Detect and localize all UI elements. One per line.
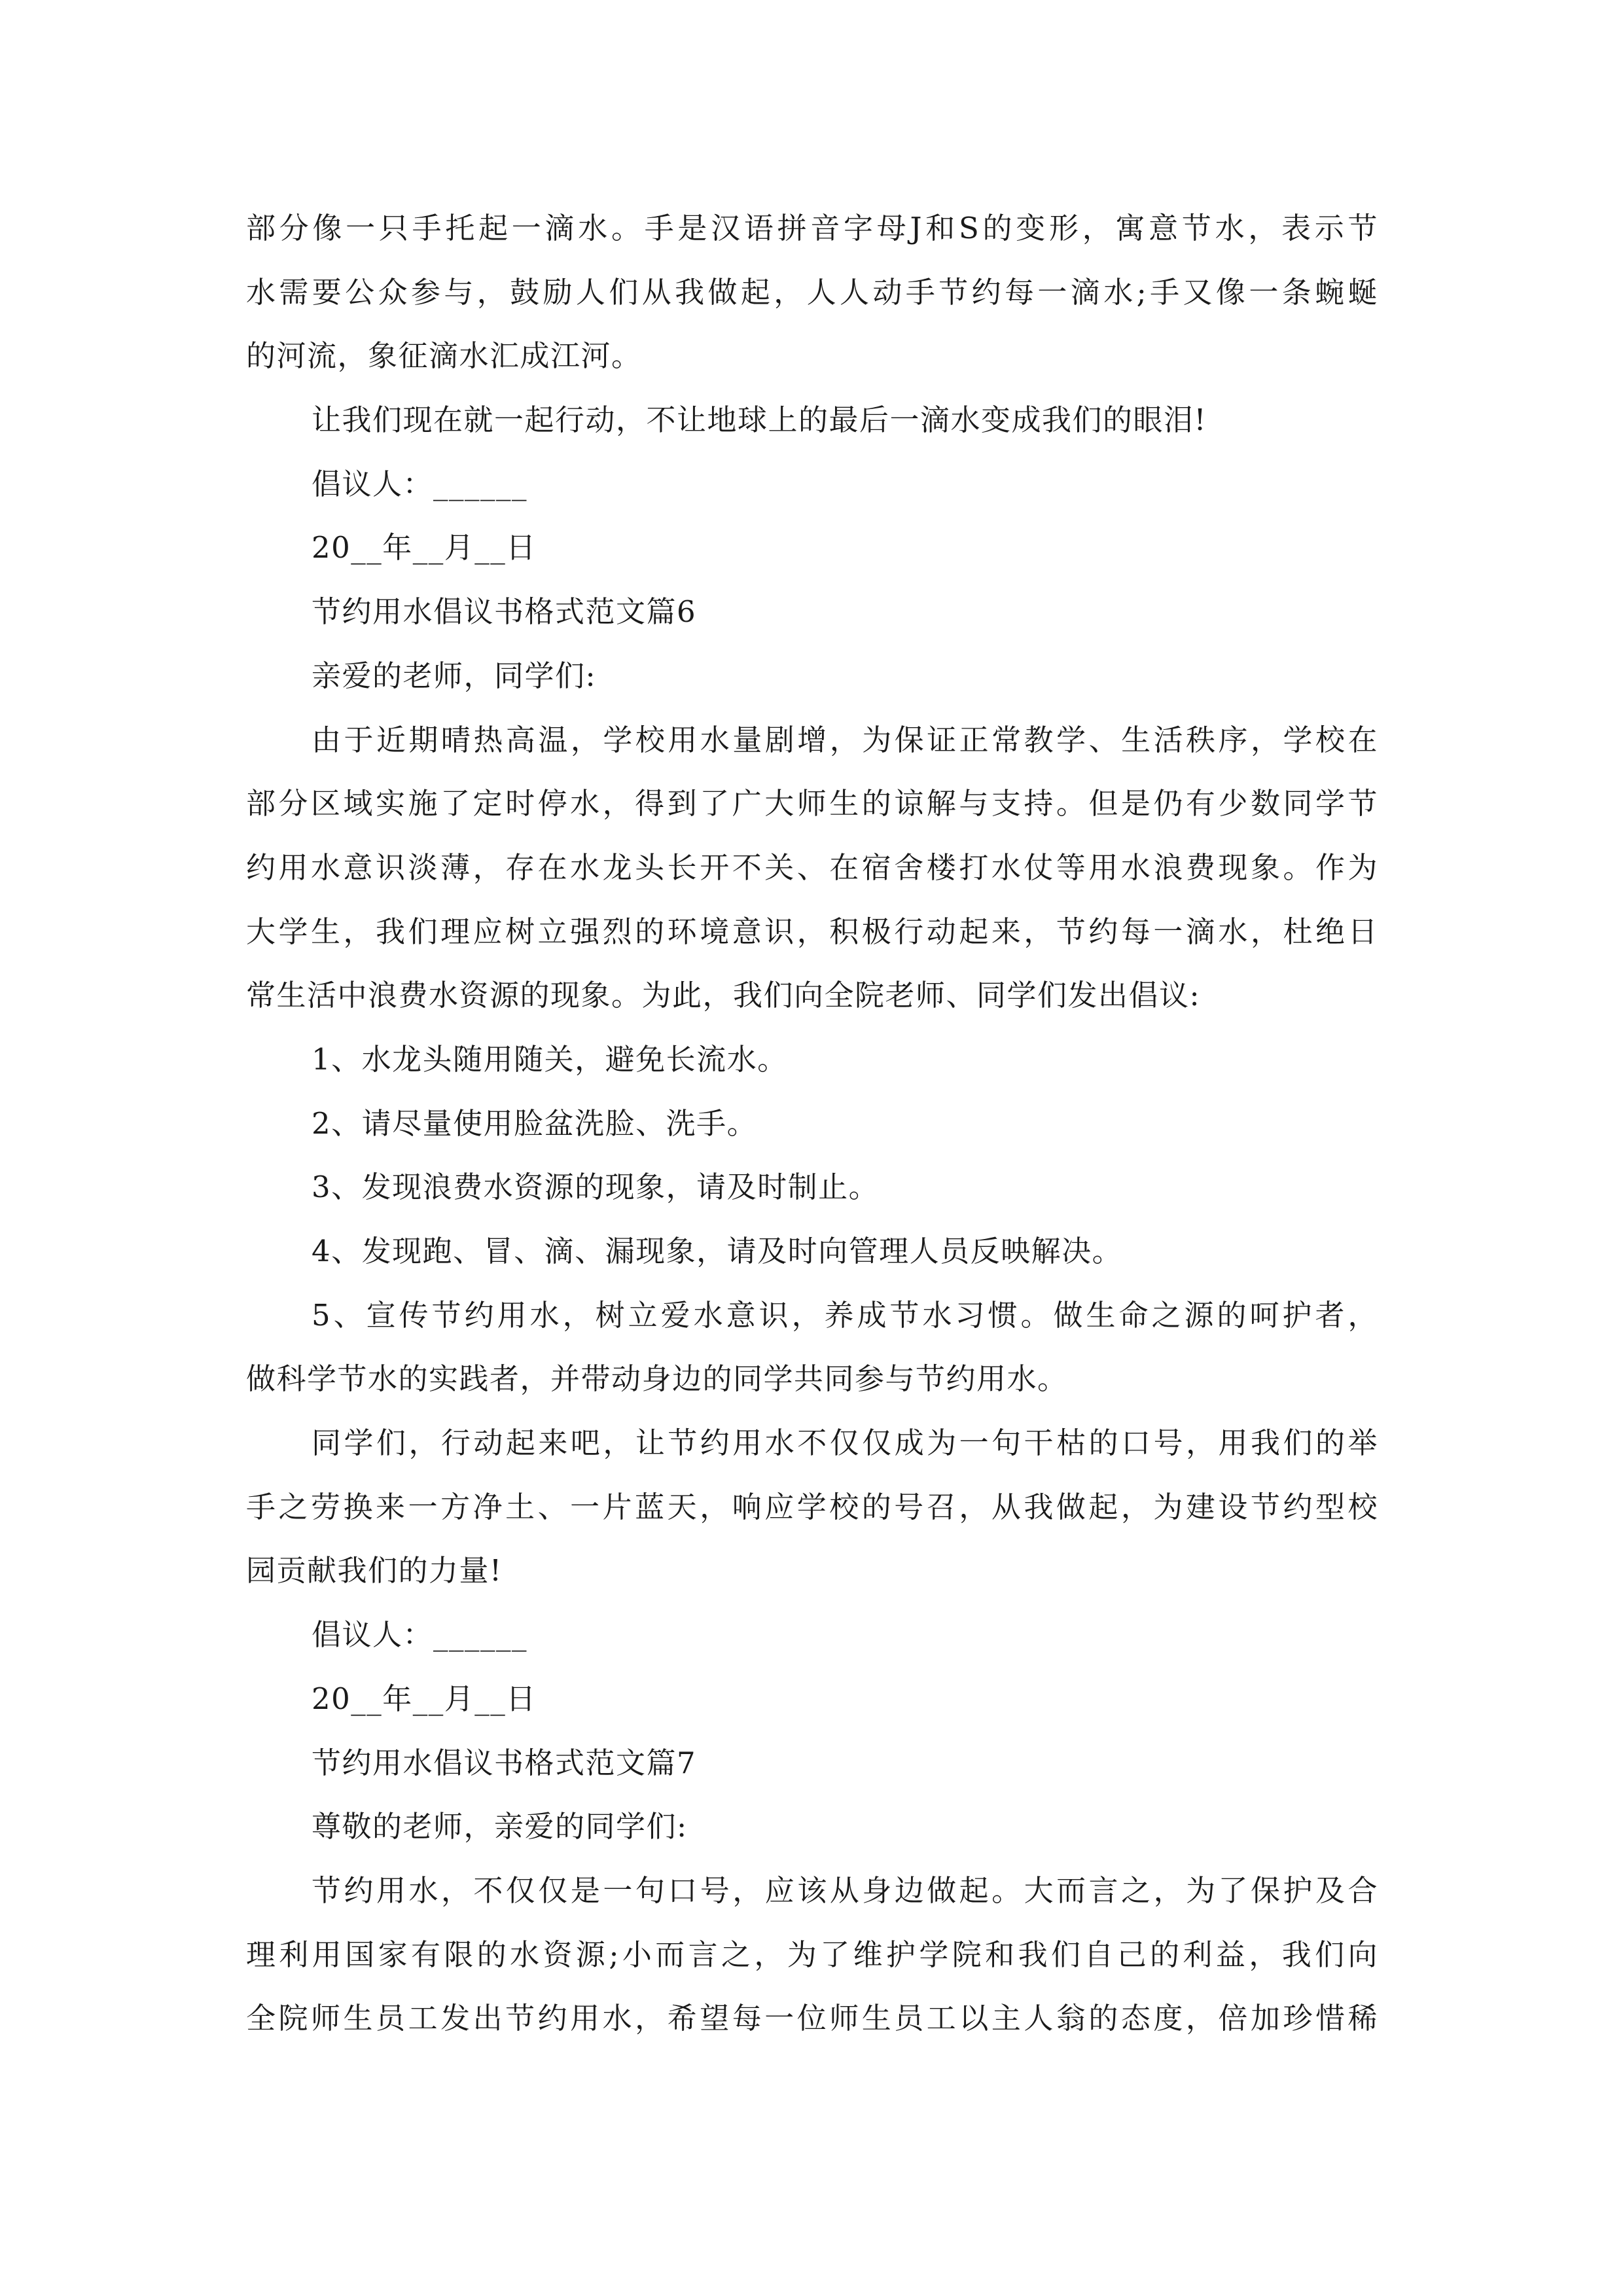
text-line: 约用水意识淡薄，存在水龙头长开不关、在宿舍楼打水仗等用水浪费现象。作为 xyxy=(246,850,1378,885)
text-line: 同学们，行动起来吧，让节约用水不仅仅成为一句干枯的口号，用我们的举 xyxy=(312,1426,1378,1461)
text-line: 全院师生员工发出节约用水，希望每一位师生员工以主人翁的态度，倍加珍惜稀 xyxy=(246,2001,1378,2036)
text-line: 由于近期晴热高温，学校用水量剧增，为保证正常教学、生活秩序，学校在 xyxy=(312,722,1378,757)
text-line: 让我们现在就一起行动，不让地球上的最后一滴水变成我们的眼泪! xyxy=(312,403,1207,438)
text-line: 园贡献我们的力量! xyxy=(246,1553,503,1588)
text-line: 3、发现浪费水资源的现象，请及时制止。 xyxy=(312,1170,880,1205)
document-page xyxy=(246,196,1378,2051)
text-line: 倡议人：______ xyxy=(312,1617,528,1653)
text-line: 倡议人：______ xyxy=(312,466,528,501)
text-line: 亲爱的老师，同学们: xyxy=(312,658,597,693)
text-line: 尊敬的老师，亲爱的同学们: xyxy=(312,1809,688,1844)
text-line: 部分区域实施了定时停水，得到了广大师生的谅解与支持。但是仍有少数同学节 xyxy=(246,786,1378,821)
text-line: 节约用水，不仅仅是一句口号，应该从身边做起。大而言之，为了保护及合 xyxy=(312,1873,1378,1908)
text-line: 做科学节水的实践者，并带动身边的同学共同参与节约用水。 xyxy=(246,1361,1068,1397)
text-line: 节约用水倡议书格式范文篇6 xyxy=(312,594,697,630)
text-line: 4、发现跑、冒、滴、漏现象，请及时向管理人员反映解决。 xyxy=(312,1234,1123,1268)
text-line: 2、请尽量使用脸盆洗脸、洗手。 xyxy=(312,1105,758,1141)
text-line: 节约用水倡议书格式范文篇7 xyxy=(312,1745,697,1780)
text-line: 大学生，我们理应树立强烈的环境意识，积极行动起来，节约每一滴水，杜绝日 xyxy=(246,914,1378,949)
text-line: 常生活中浪费水资源的现象。为此，我们向全院老师、同学们发出倡议: xyxy=(246,978,1201,1013)
text-line: 水需要公众参与，鼓励人们从我做起，人人动手节约每一滴水;手又像一条蜿蜒 xyxy=(246,274,1378,310)
text-line: 5、宣传节约用水，树立爱水意识，养成节水习惯。做生命之源的呵护者， xyxy=(312,1297,1378,1333)
text-line: 理利用国家有限的水资源;小而言之，为了维护学院和我们自己的利益，我们向 xyxy=(246,1937,1378,1972)
text-line: 部分像一只手托起一滴水。手是汉语拼音字母J和S的变形，寓意节水，表示节 xyxy=(246,211,1378,245)
text-line: 20__年__月__日 xyxy=(312,530,537,565)
text-line: 1、水龙头随用随关，避免长流水。 xyxy=(312,1041,788,1077)
text-line: 手之劳换来一方净土、一片蓝天，响应学校的号召，从我做起，为建设节约型校 xyxy=(246,1489,1378,1524)
text-line: 的河流，象征滴水汇成江河。 xyxy=(246,338,642,374)
text-line: 20__年__月__日 xyxy=(312,1681,537,1716)
